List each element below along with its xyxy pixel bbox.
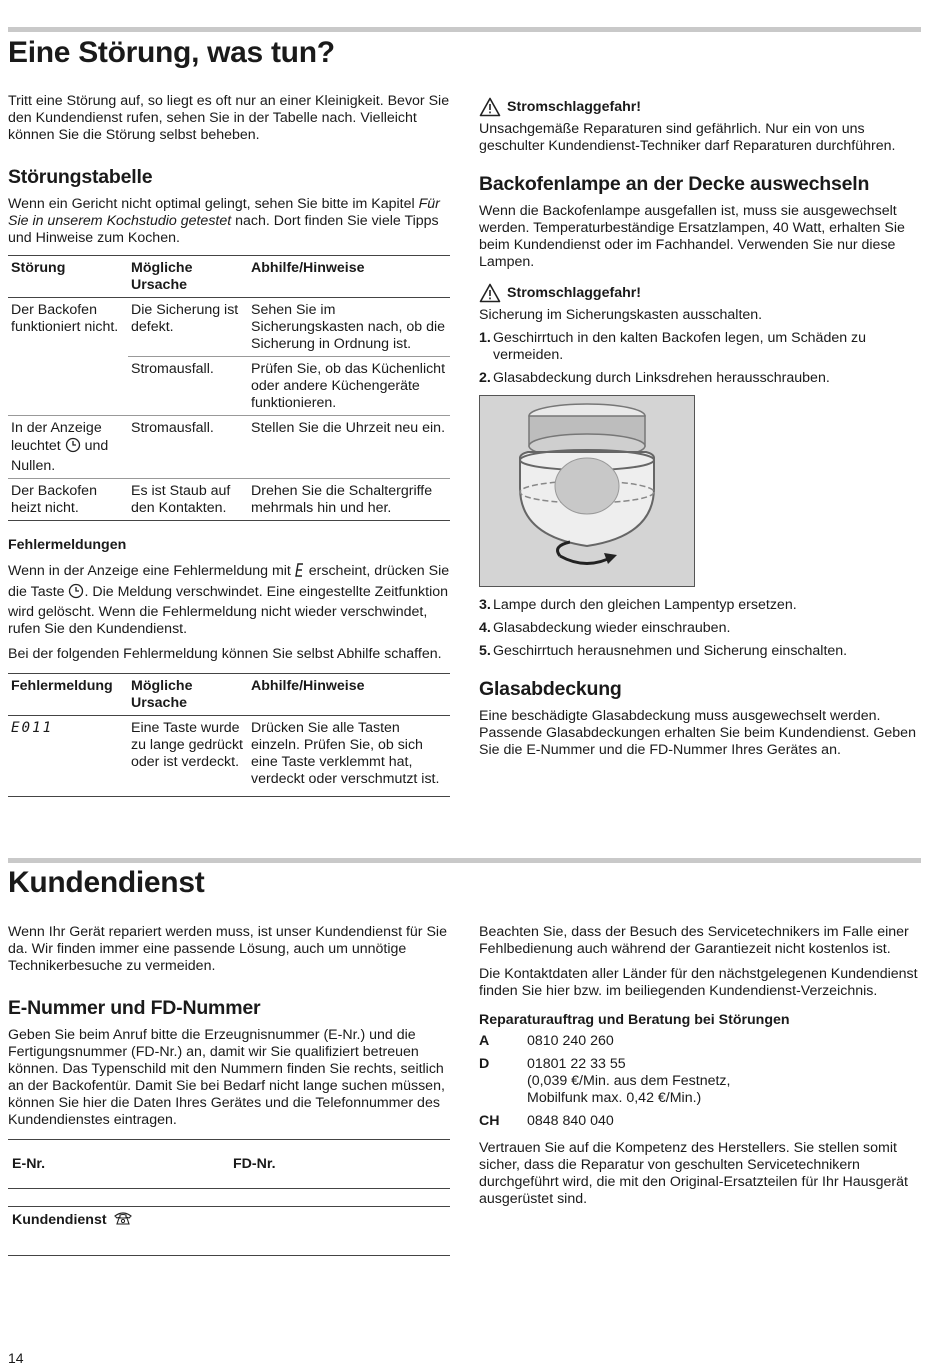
service-label: Kundendienst (12, 1212, 107, 1228)
lamp-intro: Wenn die Backofenlampe ausgefallen ist, muss sie ausgewechselt werden. Temperaturbeständige Ersatzlampen, 40 Watt, erhalten Sie beim Kundendienst oder im Fachhandel. Verwenden Sie nur diese Lampen. (479, 203, 905, 270)
table-row: Stromausfall. Prüfen Sie, ob das Küchenlicht oder andere Küchengeräte funktionieren. (8, 357, 450, 416)
fault-table-heading: Störungstabelle (8, 166, 153, 188)
lamp-steps-list (479, 330, 921, 387)
troubleshooting-intro: Tritt eine Störung auf, so liegt es oft nur an einer Kleinigkeit. Bevor Sie den Kundendienst rufen, sehen Sie in der Tabelle nach. Vielleicht können Sie die Störung selbst beheben. (8, 93, 450, 143)
troubleshooting-right-column (479, 97, 921, 759)
error-messages-heading: Fehlermeldungen (8, 537, 127, 553)
list-item: 3. Lampe durch den gleichen Lampentyp ersetzen. (479, 597, 797, 613)
lamp-cover-illustration (479, 395, 695, 587)
list-item: 2. Glasabdeckung durch Linksdrehen herausschrauben. (479, 370, 830, 386)
page-number: 14 (8, 1350, 24, 1366)
device-number-form (8, 1139, 450, 1189)
table-row: E011 Eine Taste wurde zu lange gedrückt oder ist verdeckt. Drücken Sie alle Tasten einzeln. Prüfen Sie, ob sich eine Taste verklemmt hat, verdeckt oder verschmutzt ist. (11, 720, 440, 787)
enr-fdnr-heading: E-Nummer und FD-Nummer (8, 997, 261, 1019)
telephone-icon (113, 1211, 133, 1230)
clock-icon (65, 437, 81, 458)
error-messages-text-2: Bei der folgenden Fehlermeldung können Sie selbst Abhilfe schaffen. (8, 646, 442, 662)
service-note-fault: Beachten Sie, dass der Besuch des Servicetechnikers im Falle einer Fehlbedienung auch während der Garantiezeit nicht kostenlos ist. (479, 924, 909, 957)
service-closing-text: Vertrauen Sie auf die Kompetenz des Herstellers. Sie stellen somit sicher, dass die Reparatur von geschulten Servicetechnikern durchgeführt wird, die mit den Original-Ersatzteilen für Ihr Hausgerät ausgerüstet sind. (479, 1140, 908, 1207)
phone-row-germany: D 01801 22 33 55 (0,039 €/Min. aus dem Festnetz, Mobilfunk max. 0,42 €/Min.) (479, 1056, 731, 1106)
clock-icon (68, 583, 84, 604)
lamp-steps-list-continued (479, 597, 921, 660)
phone-row-switzerland: CH 0848 840 040 (479, 1113, 614, 1129)
enr-fdnr-text: Geben Sie beim Anruf bitte die Erzeugnisnummer (E-Nr.) und die Fertigungsnummer (FD-Nr.) an, damit wir Sie qualifiziert betreuen können. Das Typenschild mit den Nummern finden Sie rechts, seitlich an der Backofentür. Damit Sie bei Bedarf nicht lange suchen müssen, können Sie hier die Daten Ihres Gerätes und die Telefonnummer des Kundendienstes eintragen. (8, 1027, 445, 1128)
error-e-symbol-icon (295, 562, 305, 583)
service-right-column (479, 924, 921, 1208)
error-messages-text: Wenn in der Anzeige eine Fehlermeldung mit erscheint, drücken Sie die Taste . Die Meldung verschwindet. Eine eingestellte Zeitfunktion wird gelöscht. Wenn die Fehlermeldung nicht wieder verschwindet, rufen Sie den Kundendienst. (8, 563, 450, 637)
page-title-customer-service: Kundendienst (8, 866, 205, 899)
warning-text: Unsachgemäße Reparaturen sind gefährlich. Nur ein von uns geschulter Kundendienst-Techniker darf Reparaturen durchführen. (479, 121, 896, 154)
fault-table-header: Störung Mögliche Ursache Abhilfe/Hinweise (8, 256, 450, 298)
page-title-troubleshooting: Eine Störung, was tun? (8, 36, 335, 69)
glass-cover-text: Eine beschädigte Glasabdeckung muss ausgewechselt werden. Passende Glasabdeckungen erhalten Sie beim Kundendienst. Geben Sie die E-Nummer und die FD-Nummer Ihres Gerätes an. (479, 708, 916, 758)
service-phone-form (8, 1206, 450, 1256)
phone-row-austria: A 0810 240 260 (479, 1033, 614, 1049)
service-intro: Wenn Ihr Gerät repariert werden muss, ist unser Kundendienst für Sie da. Wir finden immer eine passende Lösung, auch um unnötige Technikerbesuche zu vermeiden. (8, 924, 447, 974)
list-item: 1. Geschirrtuch in den kalten Backofen legen, um Schäden zu vermeiden. (479, 330, 867, 363)
warning-text: Sicherung im Sicherungskasten ausschalten. (479, 307, 763, 323)
service-left-column (8, 924, 450, 1256)
section-divider-top (8, 27, 921, 32)
service-note-contact: Die Kontaktdaten aller Länder für den nächstgelegenen Kundendienst finden Sie hier bzw. im beiliegenden Kundendienst-Verzeichnis. (479, 966, 918, 999)
list-item: 4. Glasabdeckung wieder einschrauben. (479, 620, 731, 636)
warning-triangle-icon (479, 283, 501, 303)
error-table (8, 673, 450, 797)
troubleshooting-left-column (8, 93, 450, 797)
fdnr-label: FD-Nr. (233, 1156, 276, 1172)
repair-heading: Reparaturauftrag und Beratung bei Störungen (479, 1012, 790, 1028)
enr-label: E-Nr. (12, 1156, 46, 1172)
warning-triangle-icon (479, 97, 501, 117)
service-phone-numbers (479, 1033, 730, 1130)
fault-table-intro: Wenn ein Gericht nicht optimal gelingt, sehen Sie bitte im Kapitel Für Sie in unserem Kochstudio getestet nach. Dort finden Sie viele Tipps und Hinweise zum Kochen. (8, 196, 440, 246)
warning-electric-shock: Stromschlaggefahr! (479, 283, 921, 303)
glass-cover-heading: Glasabdeckung (479, 678, 622, 700)
table-row: Der Backofen funktioniert nicht. Die Sicherung ist defekt. Sehen Sie im Sicherungskasten nach, ob die Sicherung in Ordnung ist. (11, 302, 446, 352)
section-divider-service (8, 858, 921, 863)
lamp-heading: Backofenlampe an der Decke auswechseln (479, 173, 870, 195)
warning-electric-shock: Stromschlaggefahr! (479, 97, 921, 117)
table-row: Der Backofen heizt nicht. Es ist Staub auf den Kontakten. Drehen Sie die Schaltergriffe mehrmals hin und her. (8, 479, 450, 521)
table-row: In der Anzeige leuchtet und Nullen. Stromausfall. Stellen Sie die Uhrzeit neu ein. (8, 416, 450, 479)
fault-table (8, 255, 450, 521)
list-item: 5. Geschirrtuch herausnehmen und Sicherung einschalten. (479, 643, 848, 659)
error-code: E011 (11, 720, 54, 736)
error-table-header: Fehlermeldung Mögliche Ursache Abhilfe/Hinweise (8, 674, 450, 716)
